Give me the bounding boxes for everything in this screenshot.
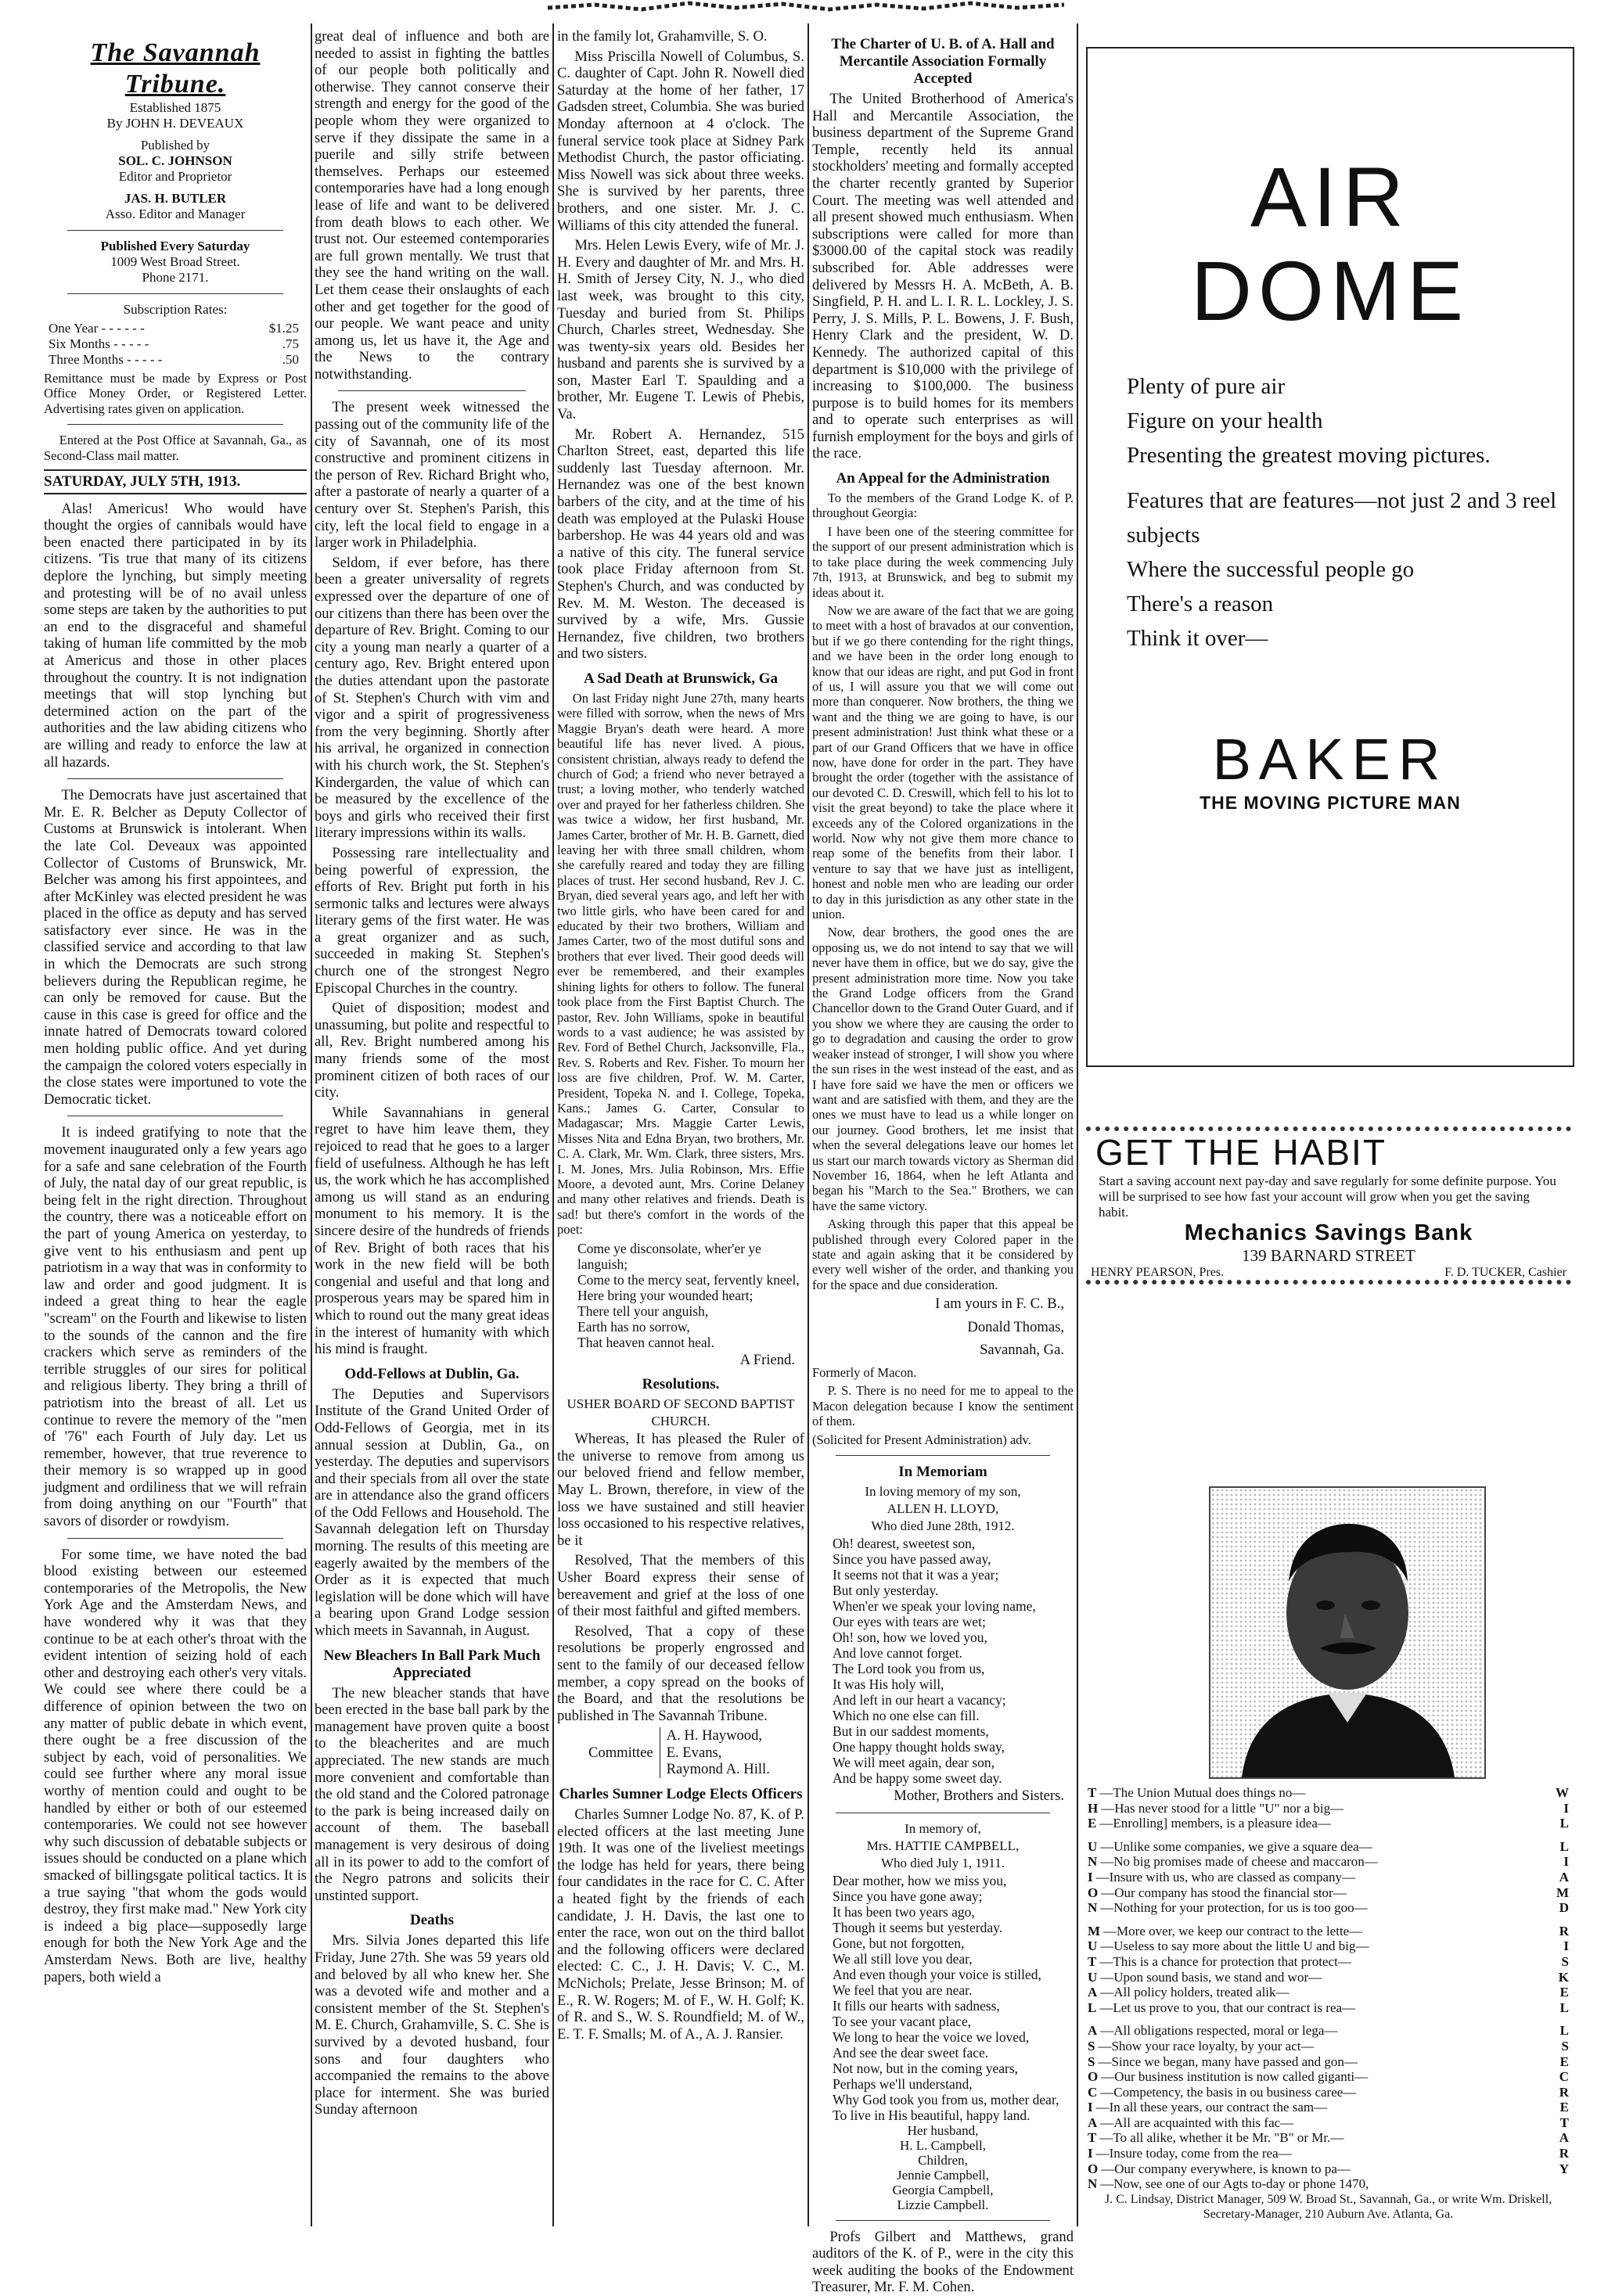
rates-title: Subscription Rates: (123, 302, 228, 317)
acrostic-line: A —All are acquainted with this fac— T (1088, 2115, 1569, 2130)
remit-note: Remittance must be made by Express or Post Office Money Order, or Registered Letter. Advertising rates given on application. (44, 371, 307, 416)
charter-text: The United Brotherhood of America's Hall and Mercantile Association, the business department of the Supreme Grand Temple, recently held its annual stockholders' meeting and formally accepted the charter recently granted by Superior Court. The meeting was well attended and all present showed much enthusiasm. When subscriptions were called for more than $3000.00 of the capital stock was readily subscribed for. Able addresses were delivered by Messrs H. A. McBeth, A. B. Singfield, P. H. and L. I. R. L. Lockley, J. S. Perry, J. S. Mills, P. L. Bowens, J. F. Bush, Henry Clark and the president, W. D. Kennedy. The authorized capital of this department is $10,000 with the privilege of increasing to $100,000. The business purpose is to build homes for its members and to operate such enterprises as will furnish employment for the boys and girls of the race. (812, 91, 1074, 462)
acrostic-line: L —Let us prove to you, that our contract is rea— L (1088, 2000, 1569, 2015)
acrostic-line: O —Our company has stood the financial stor— M (1088, 1885, 1569, 1900)
column-rule (552, 23, 554, 2226)
habit-title: GET THE HABIT (1095, 1132, 1387, 1173)
acrostic-line: A —All policy holders, treated alik— E (1088, 1985, 1569, 2000)
airdome-advertisement (1086, 47, 1574, 1067)
appeal-sig-1: I am yours in F. C. B., (935, 1295, 1064, 1313)
phone: Phone 2171. (142, 270, 209, 285)
auditors-note: Profs Gilbert and Matthews, grand auditors of the K. of P., were in the city this week auditing the books of the Endowment Treasurer, Mr. F. M. Cohen. (812, 2228, 1074, 2296)
acrostic-line: H —Has never stood for a little "U" nor a big— I (1088, 1800, 1569, 1816)
memoriam-lloyd-poem: Oh! dearest, sweetest son, Since you have passed away, It seems not that it was a year; But only yesterday. When'er we speak your loving name, Our eyes with tears are wet; Oh! son, how we loved you, And love cannot forget. The Lord took you from us, It was His holy will, And left in our heart a vacancy; Which no one else can fill. But in our saddest moments, One happy thought holds sway, We will meet again, dear son, And be happy some sweet day. (833, 1536, 1036, 1786)
resolutions-sub1: USHER BOARD OF SECOND BAPTIST (567, 1396, 795, 1412)
appeal-sig-2: Donald Thomas, (967, 1318, 1064, 1335)
airdome-title-2: DOME (1191, 243, 1469, 338)
oddfellows-headline: Odd-Fellows at Dublin, Ga. (344, 1365, 520, 1382)
acrostic-line: A —All obligations respected, moral or lega— L (1088, 2023, 1569, 2039)
resolution-2: Resolved, That the members of this Usher Board express their sense of bereavement and grief at the loss of one of their most faithful and gifted members. (557, 1552, 804, 1620)
oddfellows-text: The Deputies and Supervisors Institute of the Grand United Order of Odd-Fellows of Georgia, met in its annual session at Dublin, Ga., on yesterday. The deputies and supervisors and their specials from all over the state are in attendance also the grand officers of the Odd Fellows and Household. The Savannah delegation left on Thursday morning. The results of this meeting are eagerly awaited by the members of the Order as it is expected that much legislation will be done which will have a bearing upon Grand Lodge session which meets in Savannah, in August. (315, 1385, 549, 1640)
airdome-lines: Plenty of pure air Figure on your health Presenting the greatest moving pictures. Features that are features—not just 2 and 3 reel subjects Where the successful people go There's a reason Think it over— (1127, 374, 1557, 651)
portrait-image (1210, 1488, 1484, 1777)
page-top-edge-noise (0, 0, 1597, 22)
entered-note: Entered at the Post Office at Savannah, Ga., as Second-Class mail matter. (44, 433, 307, 463)
acrostic-footer: J. C. Lindsay, District Manager, 509 W. Broad St., Savannah, Ga., or write Wm. Driskell, Secretary-Manager, 210 Auburn Ave. Atlanta, Ga. (1104, 2192, 1552, 2221)
established: Established 1875 (129, 100, 221, 115)
appeal-formerly: Formerly of Macon. (812, 1364, 917, 1380)
memoriam-campbell-signature: Her husband, H. L. Campbell, Children, Jennie Campbell, Georgia Campbell, Lizzie Campbell. (892, 2122, 994, 2212)
acrostic-line: O —Our company everywhere, is known to pa— Y (1088, 2161, 1569, 2176)
acrostic-line: C —Competency, the basis in ou business caree— R (1088, 2084, 1569, 2100)
acrostic-line: U —Upon sound basis, we stand and wor— K (1088, 1969, 1569, 1985)
editorial-fourth: It is indeed gratifying to note that the movement inaugurated only a few years ago for a safe and sane celebration of the Fourth of July, the natal day of our great republic, is being felt in the right direction. Throughout the country, there was a noticeable effort on the part of young America on yesterday, to give vent to his enthusiasm and pent up patriotism in a way that was in conformity to law and order and good judgment. It is indeed a great thing to hear the eagle "scream" on the Fourth and likewise to listen to the sounds of the cannon and the fire crackers which serve as reminders of the terrible struggles of our sires for political and religious liberty. They bring a thrill of patriotism into the breast of all. Let us continue to revere the memory of the "men of '76" each Fourth of July day. Let us remember, however, that true reverence to their memory is so wrapped up in good judgment and ordiliness that we will refrain from doing anything on our "Fourth" that savors of disorder or rowdyism. (44, 1124, 307, 1530)
resolution-1: Whereas, It has pleased the Ruler of the universe to remove from among us our beloved friend and fellow member, May L. Brown, therefore, in view of the loss we have sustained and still heavier loss occasioned to his respective relatives, be it (557, 1431, 804, 1549)
editorial-bright-4: Quiet of disposition; modest and unassuming, but polite and respectful to all, Rev. Bright numbered among his many friends some of the most prominent citizen of both races of our city. (315, 1000, 549, 1101)
sad-death-signature: A Friend. (739, 1351, 795, 1368)
assoc-editor: JAS. H. BUTLER (124, 191, 227, 206)
death-hernandez: Mr. Robert A. Hernandez, 515 Charlton Street, east, departed this life suddenly last Tuesday afternoon. Mr. Hernandez was one of the best known barbers of the city, and at the time of his death was employed at the Pulaski House barbershop. He was 44 years old and was a native of this city. The funeral service took place Friday afternoon from St. Stephen's Church, and was conducted by Rev. M. M. Weston. The deceased is survived by a wife, Mrs. Gussie Hernandez, five children, two brothers and two sisters. (557, 426, 804, 663)
resolution-3: Resolved, That a copy of these resolutions be properly engrossed and sent to the family of our deceased fellow member, a copy spread on the books of the Board, and that the resolutions be published in The Savannah Tribune. (557, 1622, 804, 1724)
bank-officers: HENRY PEARSON, Pres. F. D. TUCKER, Cashier (1091, 1266, 1566, 1279)
bleachers-text: The new bleacher stands that have been erected in the base ball park by the management have proven quite a boost to the bleacherites and are much appreciated. The new stands are much more convenient and comfortable than the old stand and the Colored patronage to the park is being increased daily on account of them. The baseball management is very desirous of doing all in its power to add to the comfort of the Negro patrons and solicits their unstinted support. (315, 1684, 549, 1904)
baker-name: BAKER (1212, 727, 1448, 792)
appeal-para-4: Now, dear brothers, the good ones the are opposing us, we do not intend to say that we will never have them in office, but we do say, give the present administration more time. Now you take the Grand Lodge officers from the Grand Chancellor down to the Grand Outer Guard, and if you show we where they are causing the order to go to degradation and causing the order to grow weaker instead of stronger, I will show you where the sun rises in the west instead of the east, and as I have fore said we have the men or officers we want and are satisfied with them, and they are the ones we must have to lead us a while longer on our journey. Good brothers, let me insist that when the several delegations leave our homes let us start our march towards victory as Sherman did November 16, 1864, when he left Atlanta and began his "March to the Sea." Brothers, we can have the same victory. (812, 925, 1074, 1213)
acrostic-line: T —This is a chance for protection that protect— S (1088, 1953, 1569, 1969)
acrostic-line: M —More over, we keep our contract to the lette— R (1088, 1923, 1569, 1938)
editorial-bright-5: While Savannahians in general regret to have him leave them, they rejoiced to read that he goes to a larger field of usefulness. Although he has left us, the work which he has accomplished among us will stand as an enduring monument to his memory. It is the sincere desire of the hundreds of friends of Rev. Bright of both races that his work in the new field will be both congenial and useful and that long and prosperous years may be spared him in which to round out the many great ideas in the interest of humanity with which his mind is fraught. (315, 1104, 550, 1358)
column-rule (311, 23, 312, 2226)
publisher-role: Editor and Proprietor (118, 169, 232, 184)
acrostic-line: O —Our business institution is now called giganti— C (1088, 2069, 1569, 2085)
column-rule (1077, 23, 1078, 2226)
appeal-para-3: Now we are aware of the fact that we are going to meet with a host of bravados at our convention, but if we go there contending for the right things, and we have been in the order long enough to know that our ideas are right, and put God in front of us, I will assure you that we will come out more than conquerer. Now brothers, the thing we want and the thing we are going to have, is our present administration! Just think what these or a part of our Grand Officers that we have in office now, have done for order in the part. They have brought the order (together with the assistance of our devoted C. D. Creswill, which fell to his lot to visit the great beyond) to take the place where it exceeds any of the Colored organizations in the world. Now why not give them more chance to reap some of the benefits from their labor. I venture to say that we have just as intelligent, honest and noble men who are leading our order to day in this jurisdiction as any other state in the union. (812, 602, 1074, 922)
column-1 (44, 38, 307, 2226)
bank-name: Mechanics Savings Bank (1184, 1220, 1473, 1245)
memoriam-lloyd-signature: Mother, Brothers and Sisters. (894, 1788, 1064, 1804)
appeal-para-5: Asking through this paper that this appeal be published through every Colored paper in the state and again asking that it be considered by every well wisher of the order, and thanking you for the space and due consideration. (812, 1216, 1074, 1292)
pub-info: Published Every Saturday (100, 239, 250, 253)
column-3 (557, 28, 804, 2226)
resolutions-committee: Committee A. H. Haywood, E. Evans, Raymond A. Hill. (588, 1727, 770, 1778)
acrostic-line: E —Enrolling] members, is a pleasure idea— L (1088, 1816, 1569, 1831)
editorial-ny-papers-cont: great deal of influence and both are needed to assist in fighting the battles of our people both politically and otherwise. They cannot conserve their strength and energy for the good of the people whom they were organized to serve if they dissipate the same in a puerile and silly strife between themselves. Perhaps our esteemed contemporaries have had a long enough lease of life and want to be delivered from death blows to each other. We trust not. Our esteemed contemporaries are full grown mentally. We trust that they see the hand writing on the wall. Let them cease their onslaughts of each other and get together for the good of our people. We want peace and unity among us, let us have it, the Age and the News to the contrary notwithstanding. (315, 28, 549, 383)
acrostic-line: U —Unlike some companies, we give a square dea— L (1088, 1838, 1569, 1854)
masthead-title: The Savannah Tribune. (90, 38, 261, 99)
charter-headline: The Charter of U. B. of A. Hall and Mercantile Association Formally Accepted (831, 36, 1055, 87)
acrostic-line: T —The Union Mutual does things no— W (1088, 1785, 1569, 1800)
column-4: The Charter of U. B. of A. Hall and Mercantile Association Formally Accepted The United Brotherhood of America's Hall and Mercantile Association, the business department of the Supreme Grand Temple, recently held its annual stockholders' meeting and formally accepted the charter recently granted by Superior Court. The meeting was well attended and all present showed much enthusiasm. When subscriptions were called for more than $3000.00 of the capital stock was readily subscribed for. Able addresses were delivered by Messrs H. A. McBeth, A. B. Singfield, P. H. and L. I. R. L. Lockley, J. S. Perry, J. S. Mills, P. L. Bowens, J. F. Bush, Henry Clark and the president, W. D. Kennedy. The authorized capital of this department is $10,000 with the privilege of increasing to $100,000. The business purpose is to build homes for its members and to operate such enterprises as will furnish employment for the boys and girls of the race. An Appeal for the Administration To the members of the Grand Lodge K. of P. throughout Georgia: I have been one of the steering committee for the support of our present administration which is to take place during the week commencing July 7th, 1913, at Brunswick, and beg to submit my ideas about it. Now we are aware of the fact that we are going to meet with a host of bravados at our convention, but if we go there contending for the right things, and we have been in the order long enough to know that our ideas are right, and put God in front of us, I will assure you that we will come out more than conquerer. Now brothers, the thing we want and the thing we are going to have, is our present administration! Just think what these or a part of our Grand Officers that we have in office now, have done for order in the part. They have brought the order (together with the assistance of our devoted C. D. Creswill, which fell to his lot to visit the great beyond) to take the place where it exceeds any of the Colored organizations in the world. Now why not give them more chance to reap some of the benefits from their labor. I venture to say that we have just as intelligent, honest and noble men who are leading our order to day in this jurisdiction as any other state in the union. Now, dear brothers, the good ones the are opposing us, we do not intend to say that we will never have them in office, but we do say, give the present administration more time. Now you take the Grand Lodge officers from the Grand Chancellor down to the Grand Outer Guard, and if you show we where they are causing the order to go to degradation and causing the order to grow weaker instead of stronger, I will show you where the sun rises in the west instead of the east, and as I have fore said we have the men or officers we want and are satisfied with them, and they are the ones we must have to lead us a while longer on our journey. Good brothers, let me insist that when the several delegations leave our homes let us start our march towards victory as Sherman did November 16, 1864, when he left Atlanta and began his "March to the Sea." Brothers, we can have the same victory. Asking through this paper that this appeal be published through every Colored paper in the state and again asking that it be considered by every well wisher of the order, and thanking you for the space and due consideration. I am yours in F. C. B., Donald Thomas, Savannah, Ga. Formerly of Macon. P. S. There is no need for me to appeal to the Macon delegation because I know the sentiment of them. (Solicited for Present Administration) adv. In Memoriam In loving memory of my son, ALLEN H. LLOYD, Who died June 28th, 1912. Oh! dearest, sweetest son, Since you have passed away, It seems not that it was a year; But only yesterday. When'er we speak your loving name, Our eyes with tears are wet; Oh! son, how we loved you, And love cannot forget. The Lord took you from us, It was His holy will, And left in our heart a vacancy; Which no one else can fill. But in our saddest moments, One happy thought holds sway, We will meet again, dear son, And be happy some sweet day. Mother, Brothers and Sisters. In memory of, Mrs. HATTIE CAMPBELL, Who died July 1, 1911. Dear mother, how we miss you, Since you have gone away; It has been two years ago, Though it seems but yesterday. Gone, but not forgotten, We all still love you dear, And even though your voice is stilled, We feel that you are near. It fills our hearts with sadness, To see your vacant place, We long to hear the voice we loved, And see the dear sweet face. Not now, but in the coming years, Perhaps we'll understand, Why God took you from us, mother dear, To live in His beautiful, happy land. Her husband, H. L. Campbell, Children, Jennie Campbell, Georgia Campbell, Lizzie Campbell. Profs Gilbert and Matthews, grand auditors of the K. of P., were in the city this week auditing the books of the Endowment Treasurer, Mr. F. M. Cohen. (812, 36, 1074, 2296)
habit-text: Start a saving account next pay-day and save regularly for some definite purpose. You will be surprised to see how fast your account will grow when you get the saving habit. (1099, 1173, 1556, 1220)
death-silvia-jones: Mrs. Silvia Jones departed this life Friday, June 27th. She was 59 years old and beloved by all who knew her. She was a devoted wife and mother and a consistent member of the St. Stephen's M. E. Church, Grahamville, S. C. She is survived by a devoted husband, four sons and four daughters who accompanied the remains to the above place for interment. She was buried Sunday afternoon (315, 1932, 549, 2118)
airdome-title-1: AIR (1250, 149, 1411, 244)
bleachers-headline: New Bleachers In Ball Park Much Appreciated (323, 1647, 541, 1681)
founder: By JOHN H. DEVEAUX (106, 116, 244, 131)
acrostic-line: T —To all alike, whether it be Mr. "B" or Mr.— A (1088, 2130, 1569, 2146)
sad-death-poem: Come ye disconsolate, wher'er ye languish; Come to the mercy seat, fervently kneel, Here bring your wounded heart; There tell your anguish, Earth has no sorrow, That heaven cannot heal. (577, 1240, 800, 1350)
acrostic-line: I —In all these years, our contract the sam— E (1088, 2100, 1569, 2115)
column-2 (315, 28, 549, 2226)
publisher: SOL. C. JOHNSON (118, 153, 232, 168)
sumner-headline: Charles Sumner Lodge Elects Officers (559, 1786, 803, 1803)
acrostic-line: N —Now, see one of our Agts to-day or phone 1470, (1088, 2176, 1369, 2192)
union-mutual-acrostic-ad (1088, 1785, 1569, 2222)
death-nowell: Miss Priscilla Nowell of Columbus, S. C. daughter of Capt. John R. Nowell died Saturday at the home of her father, 17 Gadsden street, Columbia. She was buried Monday afternoon at 4 o'clock. The funeral service took place at Sidney Park Methodist Church, the pastor officiating. Miss Nowell was sick about three weeks. She is survived by her parents, three brothers, and one sister. Mr. J. C. Williams of this city attended the funeral. (557, 48, 804, 234)
resolutions-headline: Resolutions. (642, 1376, 720, 1393)
sad-death-text: On last Friday night June 27th, many hearts were filled with sorrow, when the news of Mrs Maggie Bryan's death were heard. A more beautiful life has never lived. A pious, consistent christian, always ready to defend the church of God; a friend who never betrayed a trust; a loving mother, who tenderly watched over and prayed for her fatherless children. She was twice a widow, her first husband, Mr. James Carter, brother of Mr. H. B. Garnett, died leaving her with three small children, whom she carefully reared and today they are filling places of trust. Her second husband, Rev J. C. Bryan, died several years ago, and left her with two little girls, who have been cared for and educated by their two brothers, William and James Carter, two of the most dutiful sons and brothers that ever lived. Their good deeds will ever be remembered, and their examples shining lights for others to follow. The funeral took place from the First Baptist Church. The pastor, Rev. John Williams, spoke in beautiful words to a vast audience; he was assisted by Rev. Ford of Bethel Church, Jacksonville, Fla., Rev. S. Roberts and Rev. Fisher. To mourn her loss are five children, Prof. W. M. Carter, President, Topeka N. and I. College, Topeka, Kans.; James G. Carter, Consular to Madagascar; Mrs. Maggie Carter Lewis, Misses Nita and Edna Bryan, two brothers, Mr. C. A. Clark, Mr. Wm. Clark, three sisters, Mrs. I. M. Jones, Mrs. Julia Robinson, Mrs. Effie Moore, a devoted aunt, Mrs. Corine Delaney and many other relatives and friends. Death is sad! but there's comfort in the words of the poet: (557, 690, 804, 1238)
memoriam-headline: In Memoriam (898, 1464, 987, 1480)
memoriam-campbell-poem: Dear mother, how we miss you, Since you have gone away; It has been two years ago, Though it seems but yesterday. Gone, but not forgotten, We all still love you dear, And even though your voice is stilled, We feel that you are near. It fills our hearts with sadness, To see your vacant place, We long to hear the voice we loved, And see the dear sweet face. Not now, but in the coming years, Perhaps we'll understand, Why God took you from us, mother dear, To live in His beautiful, happy land. (833, 1872, 1059, 2123)
appeal-ps: P. S. There is no need for me to appeal to the Macon delegation because I know the sentiment of them. (812, 1383, 1074, 1429)
baker-sub: THE MOVING PICTURE MAN (1200, 792, 1461, 813)
resolutions-sub2: CHURCH. (651, 1414, 710, 1429)
acrostic-line: I —Insure today, come from the rea— R (1088, 2146, 1569, 2161)
death-silvia-cont: in the family lot, Grahamville, S. O. (557, 28, 768, 45)
published-by: Published by (140, 138, 210, 153)
subscription-rates: One Year - - - - - - $1.25 Six Months - - - - - .75 Three Months - - - - - .50 (49, 321, 299, 367)
acrostic-line: S —Show your race loyalty, by your act— S (1088, 2038, 1569, 2053)
editorial-bright-1: The present week witnessed the passing out of the community life of the city of Savannah, one of its most constructive and prominent citizens in the person of Rev. Richard Bright who, after a pastorate of nearly a quarter of a century over St. Stephen's Parish, this city, left the local field to engage in a larger work in Philadelphia. (315, 399, 549, 552)
acrostic-line: N —Nothing for your protection, for us is too goo— D (1088, 1900, 1569, 1916)
assoc-role: Asso. Editor and Manager (105, 207, 246, 221)
sad-death-headline: A Sad Death at Brunswick, Ga (583, 670, 779, 687)
appeal-sig-3: Savannah, Ga. (980, 1342, 1064, 1359)
appeal-para-1: To the members of the Grand Lodge K. of P. throughout Georgia: (812, 490, 1074, 521)
portrait-photo (1209, 1486, 1486, 1779)
acrostic-line: U —Useless to say more about the little U and big— I (1088, 1938, 1569, 1954)
editorial-bright-2: Seldom, if ever before, has there been a greater universality of regrets expressed over the departure of one of our citizens than there has been over the departure of Rev. Bright. Coming to our city a young man nearly a quarter of a century ago, Rev. Bright entered upon the duties attendant upon the pastorate of St. Stephen's Church with vim and vigor and a spirit of progressiveness from the very beginning. Shortly after his arrival, he organized in connection with his church work, the St. Stephen's Kindergarden, the value of which can be measured by the excellence of the boys and girls who received their first literary impressions within its walls. (315, 554, 549, 842)
column-rule (807, 23, 809, 2226)
appeal-para-2: I have been one of the steering committee for the support of our present administration which is to take place during the week commencing July 7th, 1913, at Brunswick, and beg to submit my ideas about it. (812, 523, 1074, 600)
death-every: Mrs. Helen Lewis Every, wife of Mr. J. H. Every and daughter of Mr. and Mrs. H. H. Smith of Jersey City, N. J., who died last week, was brought to this city, Tuesday and buried from St. Philips Church, Charles street, Wednesday. She was twenty-six years old. Besides her husband and parents she is survived by a son, Master Earl T. Spaulding and a brother, Mr. Eugene T. Lewis of Phebis, Va. (557, 237, 804, 423)
editorial-ny-papers: For some time, we have noted the bad blood existing between our esteemed contemporaries of the Metropolis, the New York Age and the Amsterdam News, and have wondered why it was that they continue to be at each other's throat with the evident intention of seizing hold of each other and destroying each other's very vitals. We could see where there could be a difference of opinion between the two on any matter of public debate in which event, there ought be a free discussion of the subject by each, void of personalities. We could see further where any moral issue worthy of mention could and ought to be handled by either or both of our esteemed contemporaries. We could not see however why such discussion of debatable subjects or issues should be conducted on a plane which smacked of billingsgate political tactics. It is a true saying "that whom the gods would destroy, they first make mad." New York city is indeed a big place—supposedly large enough for both the New York Age and the Amsterdam News. Both are live, healthy papers, both wield a (44, 1546, 307, 1985)
deaths-headline: Deaths (410, 1912, 454, 1929)
acrostic-line: I —Insure with us, who are classed as company— A (1088, 1869, 1569, 1885)
editorial-democrats: The Democrats have just ascertained that Mr. E. R. Belcher as Deputy Collector of Customs at Brunswick is intolerant. When the late Col. Deveaux was appointed Collector of Customs of Brunswick, Mr. Belcher was among his first appointees, and after McKinley was elected president he was placed in the office as deputy and has served satisfactory ever since. He was in the classified service and according to that law in which the Democrats are such strong believers during the Republican regime, he can only be removed for cause. But the cause in this case is greed for office and the innate hatred of Democrats toward colored men holding public office. And yet during the campaign the colored voters especially in the close states were importuned to vote the Democratic ticket. (44, 787, 307, 1108)
acrostic-line: N —No big promises made of cheese and maccaron— I (1088, 1854, 1569, 1870)
savings-bank-advertisement (1086, 1126, 1571, 1285)
sumner-text: Charles Sumner Lodge No. 87, K. of P. elected officers at the last meeting June 19th. It was one of the liveliest meetings the lodge has held for years, there being four candidates in the race for C. C. After a heated fight by the friends of each candidate, J. H. Davis, the last one to enter the race, won out on the third ballot and the following officers were declared elected: C. C., J. H. Davis; V. C., M. McNichols; Prelate, Jesse Brinson; M. of E., R. W. Rogers; M. of F., W. H. Golf; K. of R. and S., W. S. Roundfield; M. of W., E. T. F. Smalls; M. of A., A. J. Ransier. (557, 1806, 804, 2043)
editorial-americus: Alas! Americus! Who would have thought the orgies of cannibals would have been enacted there participated in by its citizens. 'Tis true that many of its citizens deplore the lynching, but simply meeting and protesting will be of no avail unless some steps are taken by the authorities to put an end to the disgraceful and shameful taking of human life committed by the mob at Americus and those in other places throughout the country. It is not indignation meetings that will stop lynching but determined action on the part of the authorities and the law abiding citizens who are willing and ready to enforce the law at all hazards. (44, 500, 307, 771)
issue-date: SATURDAY, JULY 5TH, 1913. (44, 469, 307, 494)
appeal-solicited: (Solicited for Present Administration) adv. (812, 1432, 1031, 1447)
appeal-headline: An Appeal for the Administration (836, 470, 1050, 487)
bank-street: 139 BARNARD STREET (1242, 1246, 1415, 1265)
acrostic-line: S —Since we began, many have passed and gon— E (1088, 2053, 1569, 2069)
editorial-bright-3: Possessing rare intellectuality and being powerful of expression, the efforts of Rev. Bright put forth in his sermonic talks and lectures were always literary gems of the first water. He was a great organizer and as such, succeeded in making St. Stephen's church one of the strongest Negro Episcopal Churches in the country. (315, 844, 549, 997)
address: 1009 West Broad Street. (110, 254, 240, 269)
